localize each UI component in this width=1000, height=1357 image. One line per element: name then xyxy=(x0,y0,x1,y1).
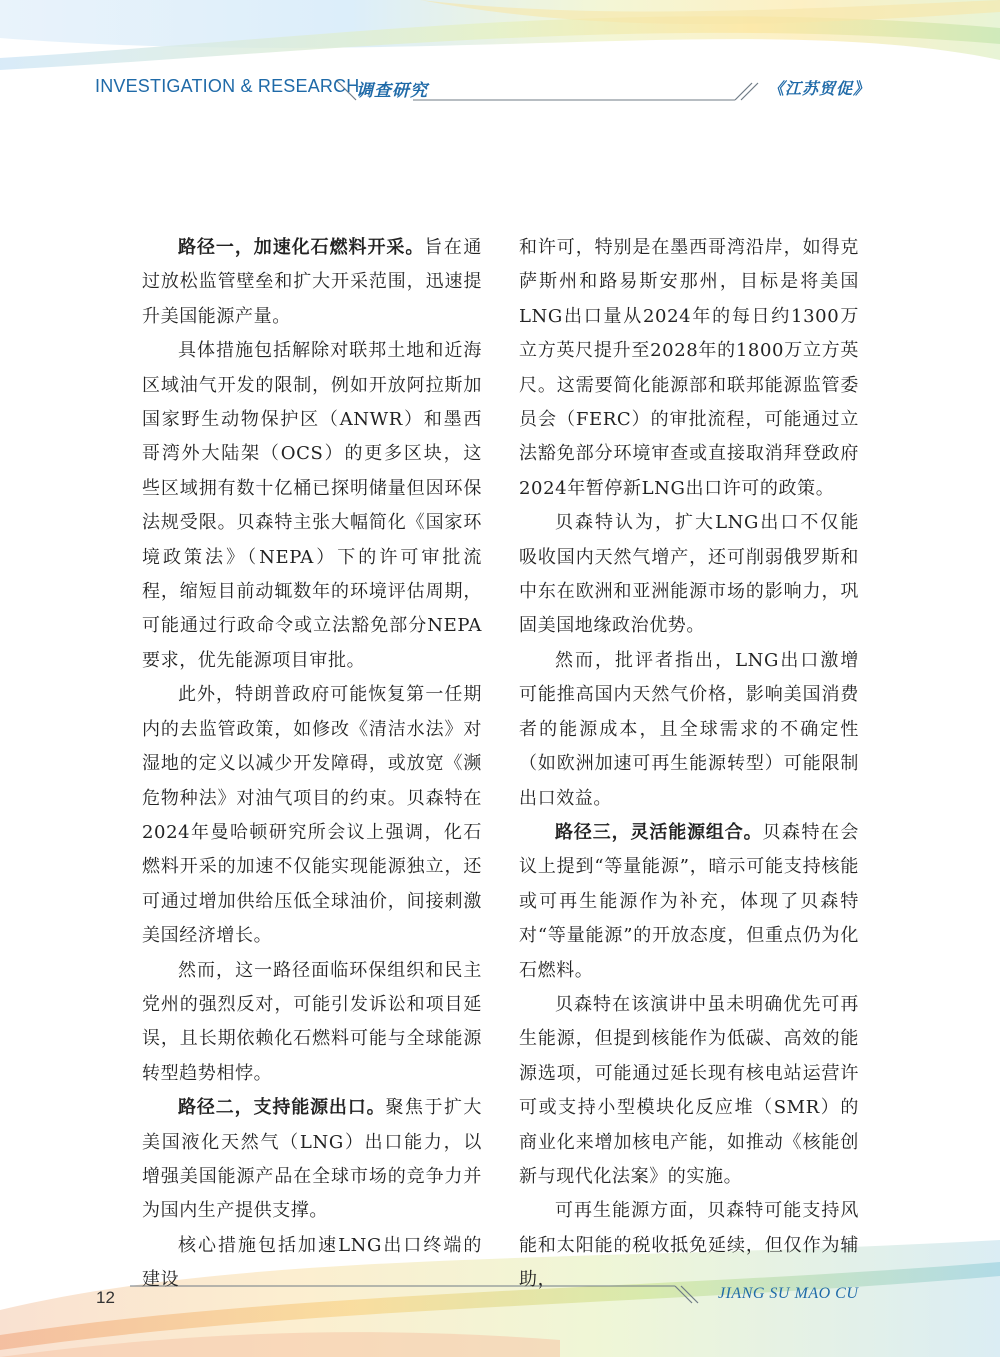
paragraph xyxy=(519,988,859,1194)
left-column xyxy=(142,231,482,1298)
paragraph-text: 然而，这一路径面临环保组织和民主党州的强烈反对，可能引发诉讼和项目延误，且长期依赖化石燃料可能与全球能源转型趋势相悖。 xyxy=(142,959,482,1084)
paragraph-text: 核心措施包括加速LNG出口终端的建设 xyxy=(142,1234,482,1291)
paragraph-text: 此外，特朗普政府可能恢复第一任期内的去监管政策，如修改《清洁水法》对湿地的定义以减少开发障碍，或放宽《濒危物种法》对油气项目的约束。贝森特在2024年曼哈顿研究所会议上强调，化石燃料开采的加速不仅能实现能源独立，还可通过增加供给压低全球油价，间接刺激美国经济增长。 xyxy=(142,684,482,947)
paragraph-text: 然而，批评者指出，LNG出口激增可能推高国内天然气价格，影响美国消费者的能源成本，且全球需求的不确定性（如欧洲加速可再生能源转型）可能限制出口效益。 xyxy=(519,649,859,809)
section-title-cn: 调查研究 xyxy=(356,81,428,101)
paragraph-text: 贝森特认为，扩大LNG出口不仅能吸收国内天然气增产，还可削弱俄罗斯和中东在欧洲和亚洲能源市场的影响力，巩固美国地缘政治优势。 xyxy=(519,512,859,637)
right-column xyxy=(519,231,859,1298)
paragraph xyxy=(142,334,482,678)
paragraph xyxy=(142,231,482,334)
paragraph-text: 可再生能源方面，贝森特可能支持风能和太阳能的税收抵免延续，但仅作为辅助， xyxy=(519,1200,859,1291)
section-title-en: INVESTIGATION & RESEARCH xyxy=(95,76,360,96)
paragraph xyxy=(142,1091,482,1229)
paragraph xyxy=(142,678,482,953)
paragraph-continued xyxy=(519,231,859,506)
magazine-title: 《江苏贸促》 xyxy=(768,79,871,98)
paragraph-heading: 路径三，灵活能源组合。 xyxy=(555,821,763,843)
paragraph-text: 贝森特在会议上提到“等量能源”，暗示可能支持核能或可再生能源作为补充，体现了贝森特对“等量能源”的开放态度，但重点仍为化石燃料。 xyxy=(519,821,860,981)
paragraph-text: 贝森特在该演讲中虽未明确优先可再生能源，但提到核能作为低碳、高效的能源选项，可能通过延长现有核电站运营许可或支持小型模块化反应堆（SMR）的商业化来增加核电产能，如推动《核能创新与现代化法案》的实施。 xyxy=(519,993,859,1187)
paragraph-text: 和许可，特别是在墨西哥湾沿岸，如得克萨斯州和路易斯安那州，目标是将美国LNG出口量从2024年的每日约1300万立方英尺提升至2028年的1800万立方英尺。这需要简化能源部和联邦能源监管委员会（FERC）的审批流程，可能通过立法豁免部分环境审查或直接取消拜登政府2024年暂停新LNG出口许可的政策。 xyxy=(519,237,859,499)
paragraph-heading: 路径一，加速化石燃料开采。 xyxy=(178,237,425,258)
page-number: 12 xyxy=(96,1288,115,1307)
paragraph-text: 具体措施包括解除对联邦土地和近海区域油气开发的限制，例如开放阿拉斯加国家野生动物保护区（ANWR）和墨西哥湾外大陆架（OCS）的更多区块，这些区域拥有数十亿桶已探明储量但因环保法规受限。贝森特主张大幅简化《国家环境政策法》（NEPA）下的许可审批流程，缩短目前动辄数年的环境评估周期，可能通过行政命令或立法豁免部分NEPA要求，优先能源项目审批。 xyxy=(142,340,482,671)
paragraph xyxy=(519,1194,859,1297)
paragraph xyxy=(142,954,482,1092)
magazine-name-en: JIANG SU MAO CU xyxy=(718,1285,859,1302)
paragraph xyxy=(519,816,859,988)
paragraph xyxy=(519,506,859,644)
paragraph xyxy=(142,1229,482,1298)
paragraph-heading: 路径二，支持能源出口。 xyxy=(178,1097,386,1119)
paragraph xyxy=(519,644,859,816)
paragraph-text: 聚焦于扩大美国液化天然气（LNG）出口能力，以增强美国能源产品在全球市场的竞争力并为国内生产提供支撑。 xyxy=(142,1097,483,1222)
paragraph-text: 旨在通过放松监管壁垒和扩大开采范围，迅速提升美国能源产量。 xyxy=(142,237,482,327)
